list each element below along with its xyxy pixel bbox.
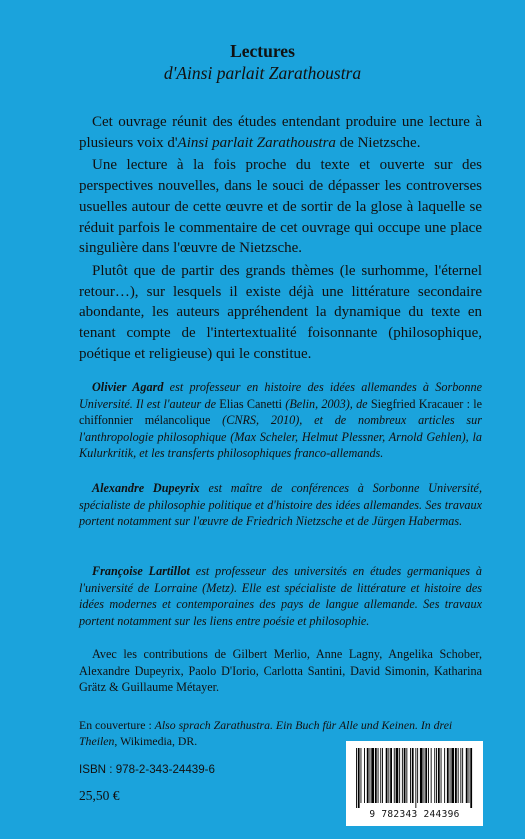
contributors: Avec les contributions de Gilbert Merlio, Anne Lagny, Angelika Schober, Alexandre Dupeyrix, Paolo D'Iorio, Carlotta Santini, David Simonin, Katharina Grätz & Guillaume Métayer.	[79, 647, 482, 695]
barcode-bar	[410, 748, 411, 803]
barcode-bar	[431, 748, 432, 803]
barcode-bar	[358, 748, 360, 808]
barcode-bar	[462, 748, 463, 803]
barcode-bar	[415, 748, 416, 808]
barcode-bar	[364, 748, 365, 803]
barcode-bar	[406, 748, 407, 803]
title-line-1: Lectures	[230, 41, 295, 61]
barcode-bar	[388, 748, 389, 803]
barcode-bar	[441, 748, 442, 803]
barcode-bar	[420, 748, 423, 803]
barcode-bar	[396, 748, 399, 803]
barcode-bar	[394, 748, 395, 803]
barcode-bar	[380, 748, 381, 803]
barcode-bar	[375, 748, 377, 803]
barcode-bar	[382, 748, 383, 803]
intro-text	[79, 112, 482, 366]
intro-paragraph-1: Cet ouvrage réunit des études entendant produire une lecture à plusieurs voix d'Ainsi parlait Zarathoustra de Nietzsche.	[79, 114, 482, 151]
barcode-bar	[434, 748, 435, 803]
barcode-bar	[460, 748, 461, 803]
barcode-digits: 9 782343 244396	[369, 809, 460, 820]
barcode-bar	[466, 748, 468, 803]
barcode-bar	[361, 748, 362, 803]
barcode-bar	[447, 748, 449, 803]
barcode-bar	[428, 748, 429, 803]
author-name: Alexandre Dupeyrix	[92, 481, 200, 495]
isbn: ISBN : 978-2-343-24439-6	[79, 763, 215, 776]
barcode-bar	[436, 748, 437, 803]
author-bio-lartillot: Françoise Lartillot est professeur des universités en études germaniques à l'université de Lorraine (Metz). Elle est spécialiste de littérature et histoire des idées modernes et contemporaines des pays de langue allemande. Ses travaux portent notamment sur les liens entre poésie et philosophie.	[79, 564, 482, 628]
barcode-bar	[371, 748, 374, 803]
barcode-bar	[417, 748, 418, 803]
work-title: Ainsi parlait Zarathoustra	[177, 134, 336, 151]
barcode-bar	[404, 748, 406, 803]
title-line-2: d'Ainsi parlait Zarathoustra	[163, 63, 362, 83]
barcode-bar	[424, 748, 425, 803]
barcode	[346, 741, 483, 826]
barcode-bar	[412, 748, 414, 803]
barcode-bar	[469, 748, 470, 803]
barcode-bar	[356, 748, 357, 808]
price: 25,50 €	[79, 788, 120, 803]
barcode-bar	[386, 748, 388, 803]
barcode-bar	[451, 748, 454, 803]
author-bio-dupeyrix: Alexandre Dupeyrix est maître de conférences à Sorbonne Université, spécialiste de philosophie politique et d'histoire des idées allemandes. Ses travaux portent notamment sur l'œuvre de Friedrich Nietzsche et de Jürgen Habermas.	[79, 481, 482, 529]
barcode-bar	[378, 748, 379, 803]
cover-credit: En couverture : Also sprach Zarathustra. Ein Buch für Alle und Keinen. In drei Theilen, Wikimedia, DR.	[79, 718, 453, 748]
barcode-bar	[370, 748, 371, 803]
author-name: Olivier Agard	[92, 380, 164, 394]
intro-paragraph-2: Une lecture à la fois proche du texte et ouverte sur des perspectives nouvelles, dans le souci de dépasser les controverses usuelles autour de cette œuvre et de sortir de la glose à laquelle se réduit parfois le commentaire de cet ouvrage qui occupe une place singulière dans l'œuvre de Nietzsche.	[79, 157, 482, 257]
barcode-bar	[470, 748, 472, 808]
barcode-bar	[450, 748, 451, 803]
book-title	[0, 40, 525, 84]
book-title-ref: Siegfried Kracauer : le chiffonnier mélancolique	[79, 396, 483, 428]
barcode-bar	[402, 748, 403, 803]
book-title-ref: Elias Canetti	[219, 396, 283, 411]
barcode-bar	[458, 748, 459, 803]
barcode-bars	[354, 748, 475, 808]
barcode-bar	[455, 748, 457, 803]
barcode-bar	[390, 748, 392, 803]
barcode-bar	[399, 748, 400, 803]
barcode-bar	[438, 748, 440, 803]
barcode-bar	[425, 748, 427, 803]
author-name: Françoise Lartillot	[92, 564, 190, 578]
intro-paragraph-3: Plutôt que de partir des grands thèmes (le surhomme, l'éternel retour…), sur lesquels il existe déjà une littérature secondaire abondante, les auteurs appréhendent la dynamique du texte en tenant compte de l'intertextualité foisonnante (philosophique, poétique et religieuse) qui le constitue.	[79, 262, 482, 362]
barcode-bar	[367, 748, 369, 803]
author-bio-agard: Olivier Agard est professeur en histoire des idées allemandes à Sorbonne Université. Il est l'auteur de Elias Canetti (Belin, 2003), de Siegfried Kracauer : le chiffonnier mélancolique (CNRS, 2010), et de nombreux articles sur l'anthropologie philosophique (Max Scheler, Helmut Plessner, Arnold Gehlen), la Kulurkritik, et les transferts philosophiques franco-allemands.	[79, 380, 483, 461]
barcode-bar	[444, 748, 445, 803]
